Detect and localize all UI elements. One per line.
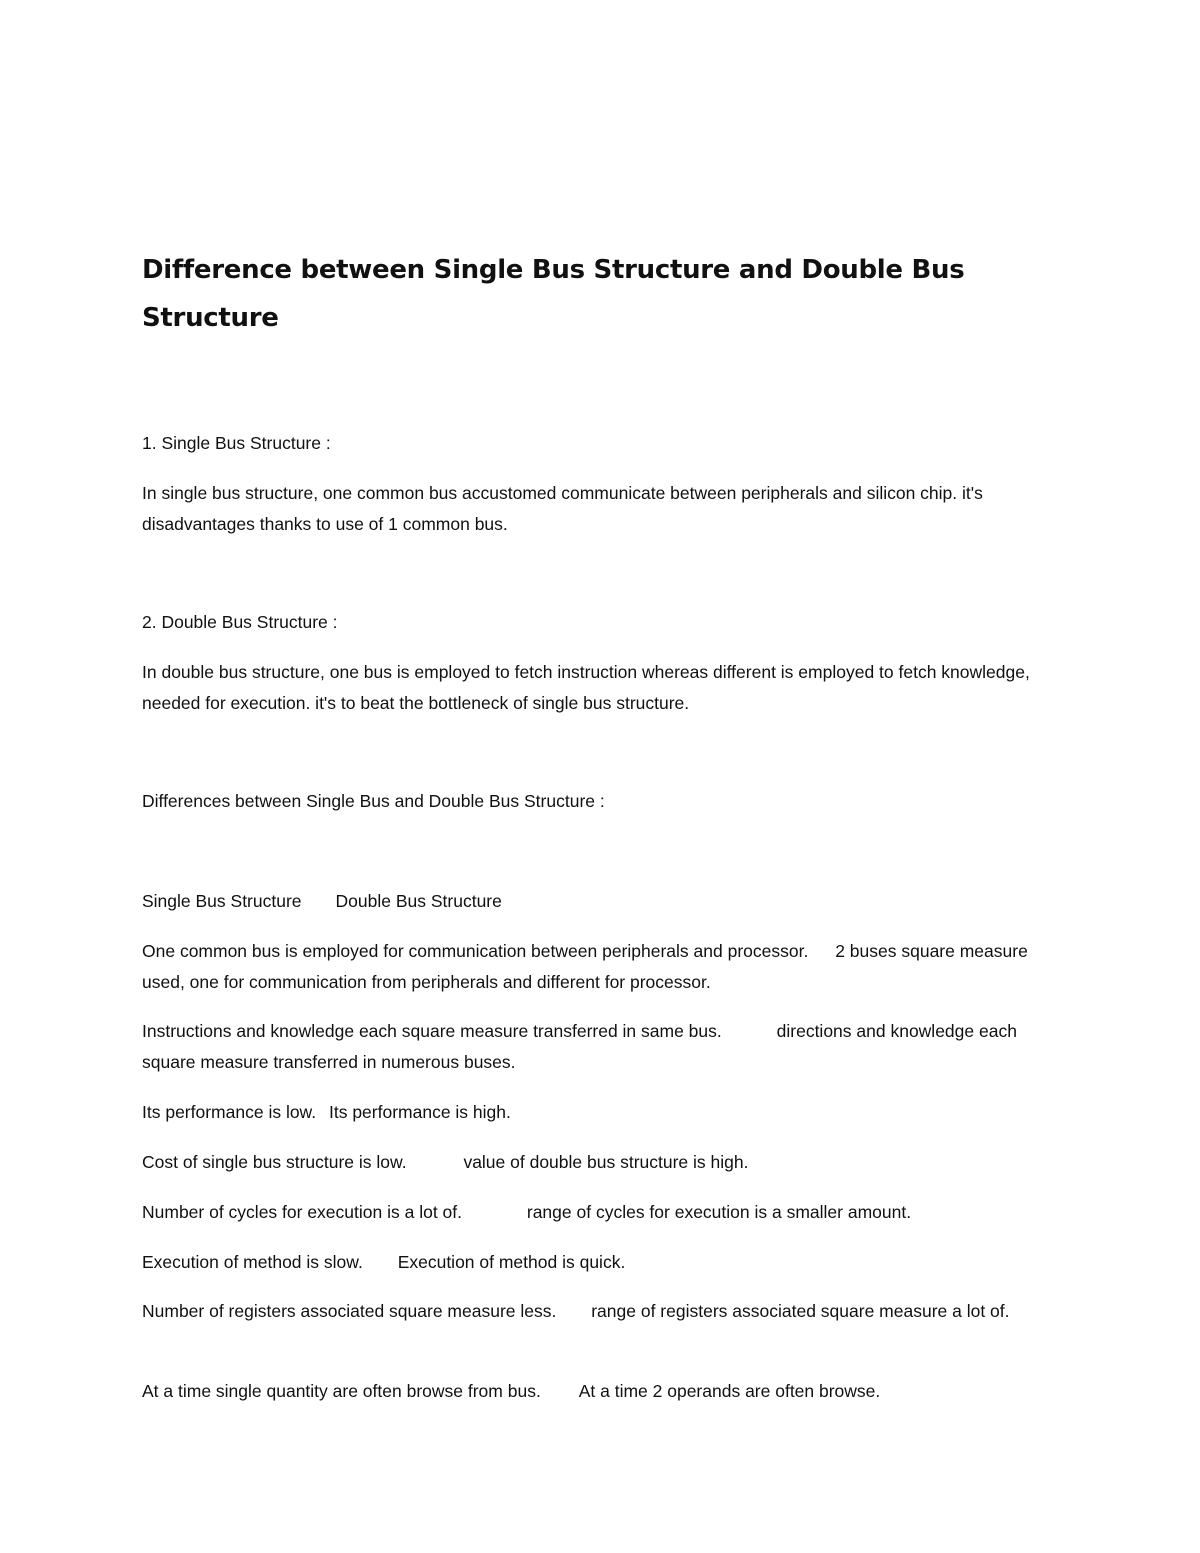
cell-single: Number of cycles for execution is a lot of. <box>142 1202 462 1222</box>
section-1-heading: 1. Single Bus Structure : <box>142 433 331 453</box>
header-single-bus: Single Bus Structure <box>142 891 302 911</box>
comparison-row <box>142 1147 1062 1178</box>
differences-heading: Differences between Single Bus and Double Bus Structure : <box>142 791 605 811</box>
cell-single: One common bus is employed for communication between peripherals and processor. <box>142 941 809 961</box>
cell-double: Execution of method is quick. <box>397 1252 626 1272</box>
cell-single: Cost of single bus structure is low. <box>142 1152 407 1172</box>
header-double-bus: Double Bus Structure <box>335 891 502 911</box>
cell-single: Instructions and knowledge each square measure transferred in same bus. <box>142 1021 722 1041</box>
comparison-header-row <box>142 886 1062 917</box>
cell-single: Number of registers associated square measure less. <box>142 1301 557 1321</box>
cell-single: Its performance is low. <box>142 1102 317 1122</box>
cell-double: value of double bus structure is high. <box>463 1152 749 1172</box>
cell-double: range of cycles for execution is a smaller amount. <box>526 1202 912 1222</box>
section-2-heading: 2. Double Bus Structure : <box>142 612 338 632</box>
comparison-row <box>142 1097 1062 1128</box>
cell-double: 2 buses square measure used, one for communication from peripherals and different for processor. <box>142 941 1028 992</box>
comparison-row <box>142 1376 1062 1407</box>
cell-double: directions and knowledge each square measure transferred in numerous buses. <box>142 1021 1017 1072</box>
document-title: Difference between Single Bus Structure and Double Bus Structure <box>142 255 965 333</box>
comparison-row <box>142 1296 1062 1327</box>
cell-double: Its performance is high. <box>328 1102 511 1122</box>
section-1-body: In single bus structure, one common bus accustomed communicate between peripherals and silicon chip. it's disadvantages thanks to use of 1 common bus. <box>142 483 983 534</box>
cell-single: At a time single quantity are often browse from bus. <box>142 1381 541 1401</box>
comparison-row <box>142 1247 1062 1278</box>
comparison-row <box>142 1197 1062 1228</box>
cell-double: At a time 2 operands are often browse. <box>578 1381 881 1401</box>
comparison-row <box>142 1016 1062 1078</box>
cell-single: Execution of method is slow. <box>142 1252 363 1272</box>
cell-double: range of registers associated square measure a lot of. <box>591 1301 1010 1321</box>
comparison-row <box>142 936 1062 998</box>
section-2-body: In double bus structure, one bus is employed to fetch instruction whereas different is employed to fetch knowledge, needed for execution. it's to beat the bottleneck of single bus structure. <box>142 662 1030 713</box>
